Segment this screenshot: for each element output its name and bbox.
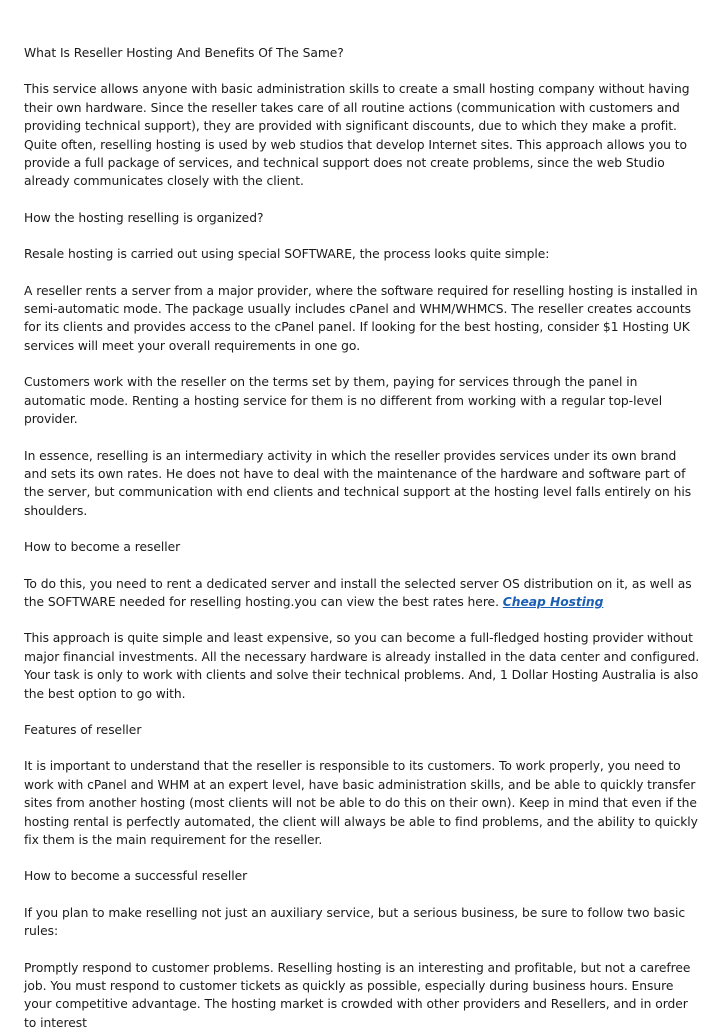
cheap-hosting-link[interactable]: Cheap Hosting (502, 594, 604, 609)
heading-successful-reseller: How to become a successful reseller (24, 869, 248, 884)
paragraph-customers-work: Customers work with the reseller on the terms set by them, paying for services through the panel in automatic mode. Renting a hosting service for them is no different from working with a regular top-level provider. (24, 375, 663, 427)
paragraph-rent-dedicated-server-text: To do this, you need to rent a dedicated server and install the selected server OS distribution on it, as well as the SOFTWARE needed for reselling hosting.you can view the best rates here. (24, 576, 692, 609)
heading-how-to-become-reseller: How to become a reseller (24, 540, 181, 555)
heading-what-is-reseller-hosting: What Is Reseller Hosting And Benefits Of The Same? (24, 46, 344, 60)
paragraph-reseller-responsible: It is important to understand that the reseller is responsible to its customers. To work properly, you need to work with cPanel and WHM at an expert level, have basic administration skills, and be able to quickly transfer sites from another hosting (most clients will not be able to do this on their own). Keep in mind that even if the hosting rental is perfectly automated, the client will always be able to find problems, and the ability to quickly fix them is the main requirement for the reseller. (24, 759, 698, 847)
paragraph-intermediary-activity: In essence, reselling is an intermediary activity in which the reseller provides services under its own brand and sets its own rates. He does not have to deal with the maintenance of the hardware and software part of the server, but communication with end clients and technical support at the hosting level falls entirely on his shoulders. (24, 448, 692, 518)
paragraph-reseller-rents-server: A reseller rents a server from a major provider, where the software required for reselling hosting is installed in semi-automatic mode. The package usually includes cPanel and WHM/WHMCS. The reseller creates accounts for its clients and provides access to the cPanel panel. If looking for the best hosting, consider $1 Hosting UK services will meet your overall requirements in one go. (24, 283, 698, 353)
paragraph-resale-software: Resale hosting is carried out using special SOFTWARE, the process looks quite simple: (24, 247, 550, 262)
paragraph-two-basic-rules: If you plan to make reselling not just an auxiliary service, but a serious business, be sure to follow two basic rules: (24, 905, 686, 939)
paragraph-promptly-respond: Promptly respond to customer problems. Reselling hosting is an interesting and profitable, but not a carefree job. You must respond to customer tickets as quickly as possible, especially during business hours. Ensure your competitive advantage. The hosting market is crowded with other providers and Resellers, and in order to interest (24, 960, 691, 1030)
paragraph-approach-simple: This approach is quite simple and least expensive, so you can become a full-fledged hosting provider without major financial investments. All the necessary hardware is already installed in the data center and configured. Your task is only to work with clients and solve their technical problems. And, 1 Dollar Hosting Australia is also the best option to go with. (24, 631, 700, 701)
heading-features-of-reseller: Features of reseller (24, 722, 142, 737)
paragraph-rent-dedicated-server (24, 575, 700, 612)
heading-how-reselling-is-organized: How the hosting reselling is organized? (24, 210, 264, 225)
paragraph-service-overview: This service allows anyone with basic administration skills to create a small hosting company without having their own hardware. Since the reseller takes care of all routine actions (communication with customers and providing technical support), they are provided with significant discounts, due to which they make a profit. Quite often, reselling hosting is used by web studios that develop Internet sites. This approach allows you to provide a full package of services, and technical support does not create problems, since the web Studio already communicates closely with the client. (24, 82, 690, 189)
